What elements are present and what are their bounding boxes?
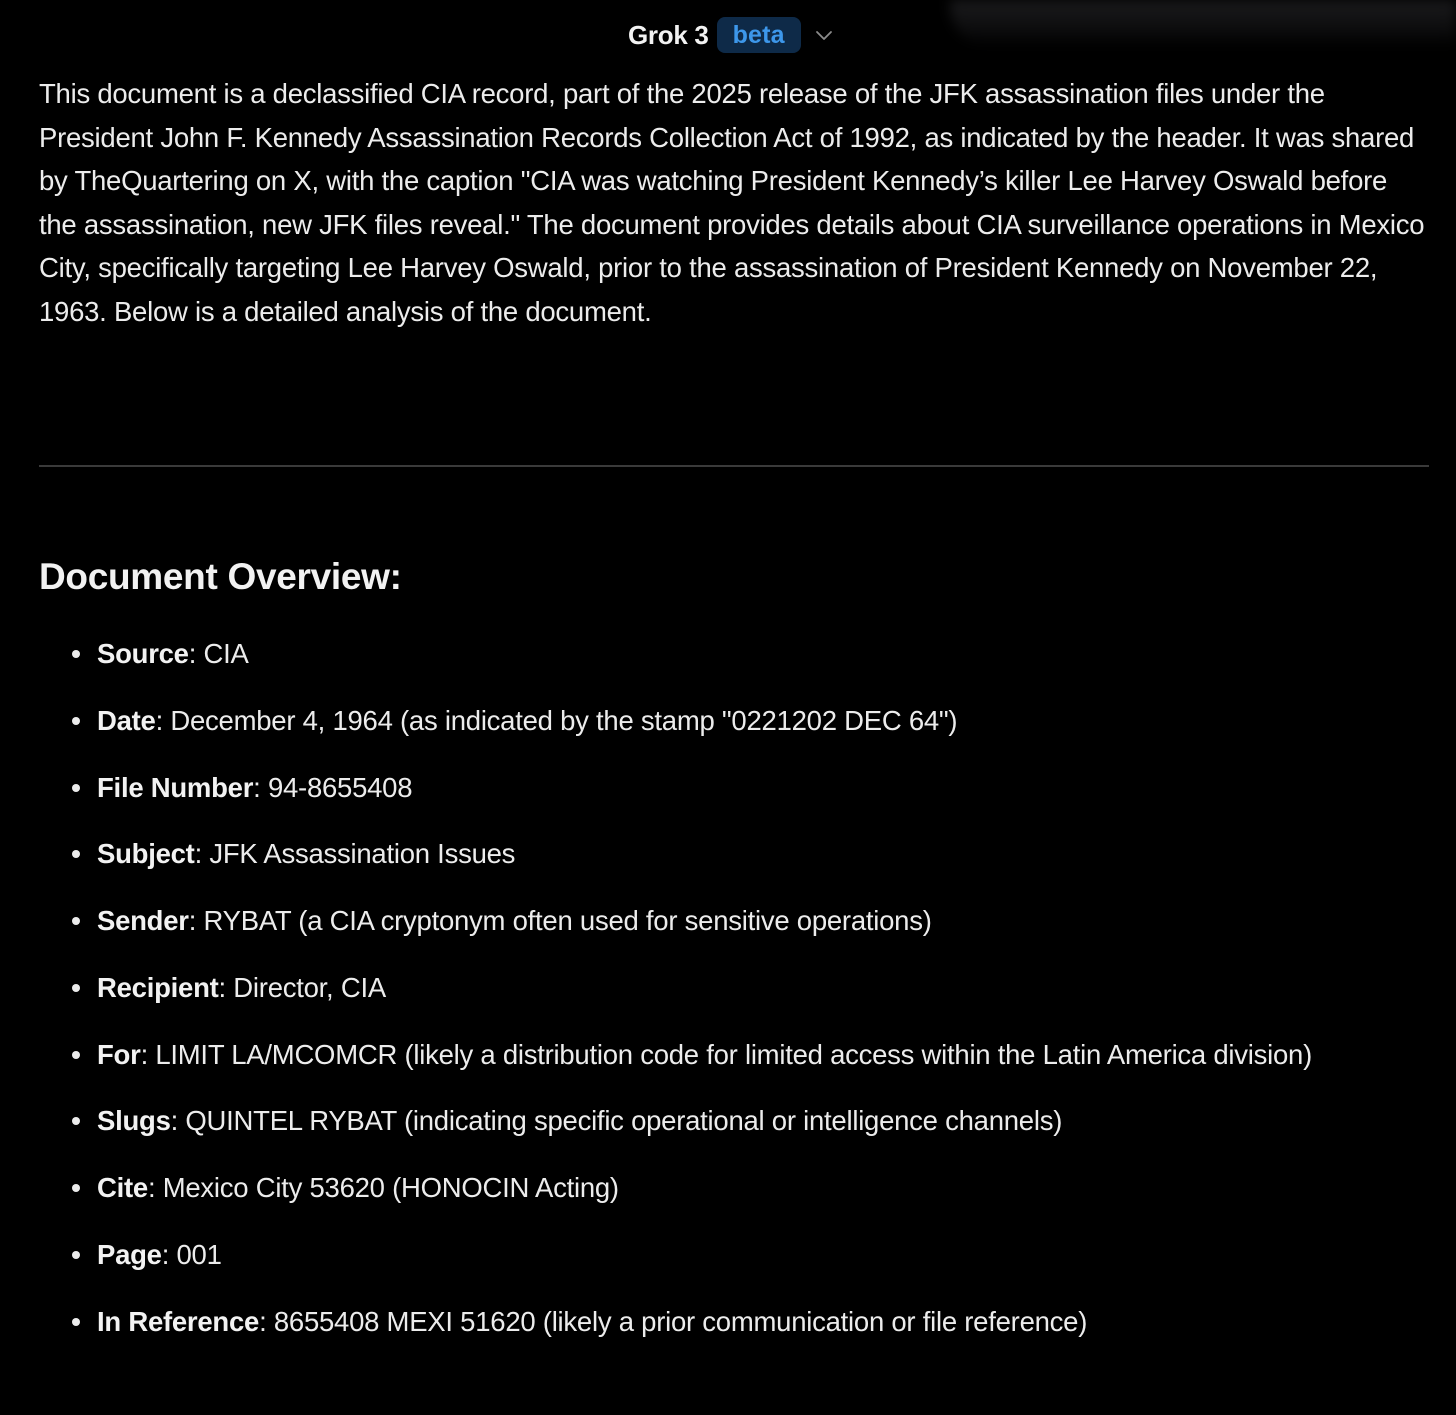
list-item xyxy=(39,1033,1429,1077)
bullet-icon xyxy=(72,717,80,725)
item-label: File Number xyxy=(97,771,254,803)
item-label: Cite xyxy=(97,1172,148,1204)
item-label: Subject xyxy=(97,838,195,870)
item-label: Slugs xyxy=(97,1105,171,1137)
list-item xyxy=(39,1233,1429,1277)
item-text: : CIA xyxy=(188,638,249,669)
item-text: : 94-8655408 xyxy=(253,771,413,803)
item-text: : JFK Assassination Issues xyxy=(194,838,516,870)
list-item xyxy=(39,1300,1429,1344)
list-item xyxy=(39,1099,1429,1143)
list-item xyxy=(39,832,1429,876)
bullet-icon xyxy=(72,1318,80,1326)
list-item xyxy=(39,1166,1429,1210)
item-text: : 001 xyxy=(161,1239,222,1271)
overview-list xyxy=(39,632,1429,1367)
item-text: : LIMIT LA/MCOMCR (likely a distribution code for limited access within the Latin America division) xyxy=(140,1038,1312,1070)
section-divider xyxy=(39,465,1429,467)
list-item xyxy=(39,899,1429,943)
bullet-icon xyxy=(72,650,80,658)
bullet-icon xyxy=(72,917,80,925)
bullet-icon xyxy=(72,1251,80,1259)
list-item xyxy=(39,632,1429,676)
intro-paragraph: This document is a declassified CIA record, part of the 2025 release of the JFK assassination files under the President John F. Kennedy Assassination Records Collection Act of 1992, as indicated by the header. It was shared by TheQuartering on X, with the caption "CIA was watching President Kennedy’s killer Lee Harvey Oswald before the assassination, new JFK files reveal." The document provides details about CIA surveillance operations in Mexico City, specifically targeting Lee Harvey Oswald, prior to the assassination of President Kennedy on November 22, 1963. Below is a detailed analysis of the document. xyxy=(39,78,1425,327)
bullet-icon xyxy=(72,850,80,858)
item-text: : 8655408 MEXI 51620 (likely a prior communication or file reference) xyxy=(259,1305,1088,1337)
item-label: Source xyxy=(97,638,189,669)
item-label: Page xyxy=(97,1239,162,1271)
item-label: In Reference xyxy=(97,1305,260,1337)
item-label: Sender xyxy=(97,905,189,937)
list-item xyxy=(39,966,1429,1010)
model-name: Grok 3 xyxy=(628,19,709,50)
list-item xyxy=(39,699,1429,743)
bullet-icon xyxy=(72,1184,80,1192)
item-text: : December 4, 1964 (as indicated by the stamp "0221202 DEC 64") xyxy=(155,704,958,736)
bullet-icon xyxy=(72,784,80,792)
item-label: For xyxy=(97,1038,141,1070)
bullet-icon xyxy=(72,1117,80,1125)
item-label: Date xyxy=(97,704,156,736)
section-title: Document Overview: xyxy=(39,556,402,597)
item-text: : Director, CIA xyxy=(218,971,386,1003)
beta-badge: beta xyxy=(717,17,801,53)
top-bar xyxy=(0,0,1456,70)
bullet-icon xyxy=(72,984,80,992)
item-text: : RYBAT (a CIA cryptonym often used for sensitive operations) xyxy=(188,905,932,937)
bullet-icon xyxy=(72,1051,80,1059)
header-shadow xyxy=(950,0,1456,46)
response-body xyxy=(39,72,1429,334)
item-label: Recipient xyxy=(97,971,219,1003)
model-selector[interactable] xyxy=(628,16,835,54)
item-text: : QUINTEL RYBAT (indicating specific operational or intelligence channels) xyxy=(170,1105,1063,1137)
list-item xyxy=(39,766,1429,810)
chevron-down-icon[interactable] xyxy=(813,24,835,46)
item-text: : Mexico City 53620 (HONOCIN Acting) xyxy=(147,1172,619,1204)
